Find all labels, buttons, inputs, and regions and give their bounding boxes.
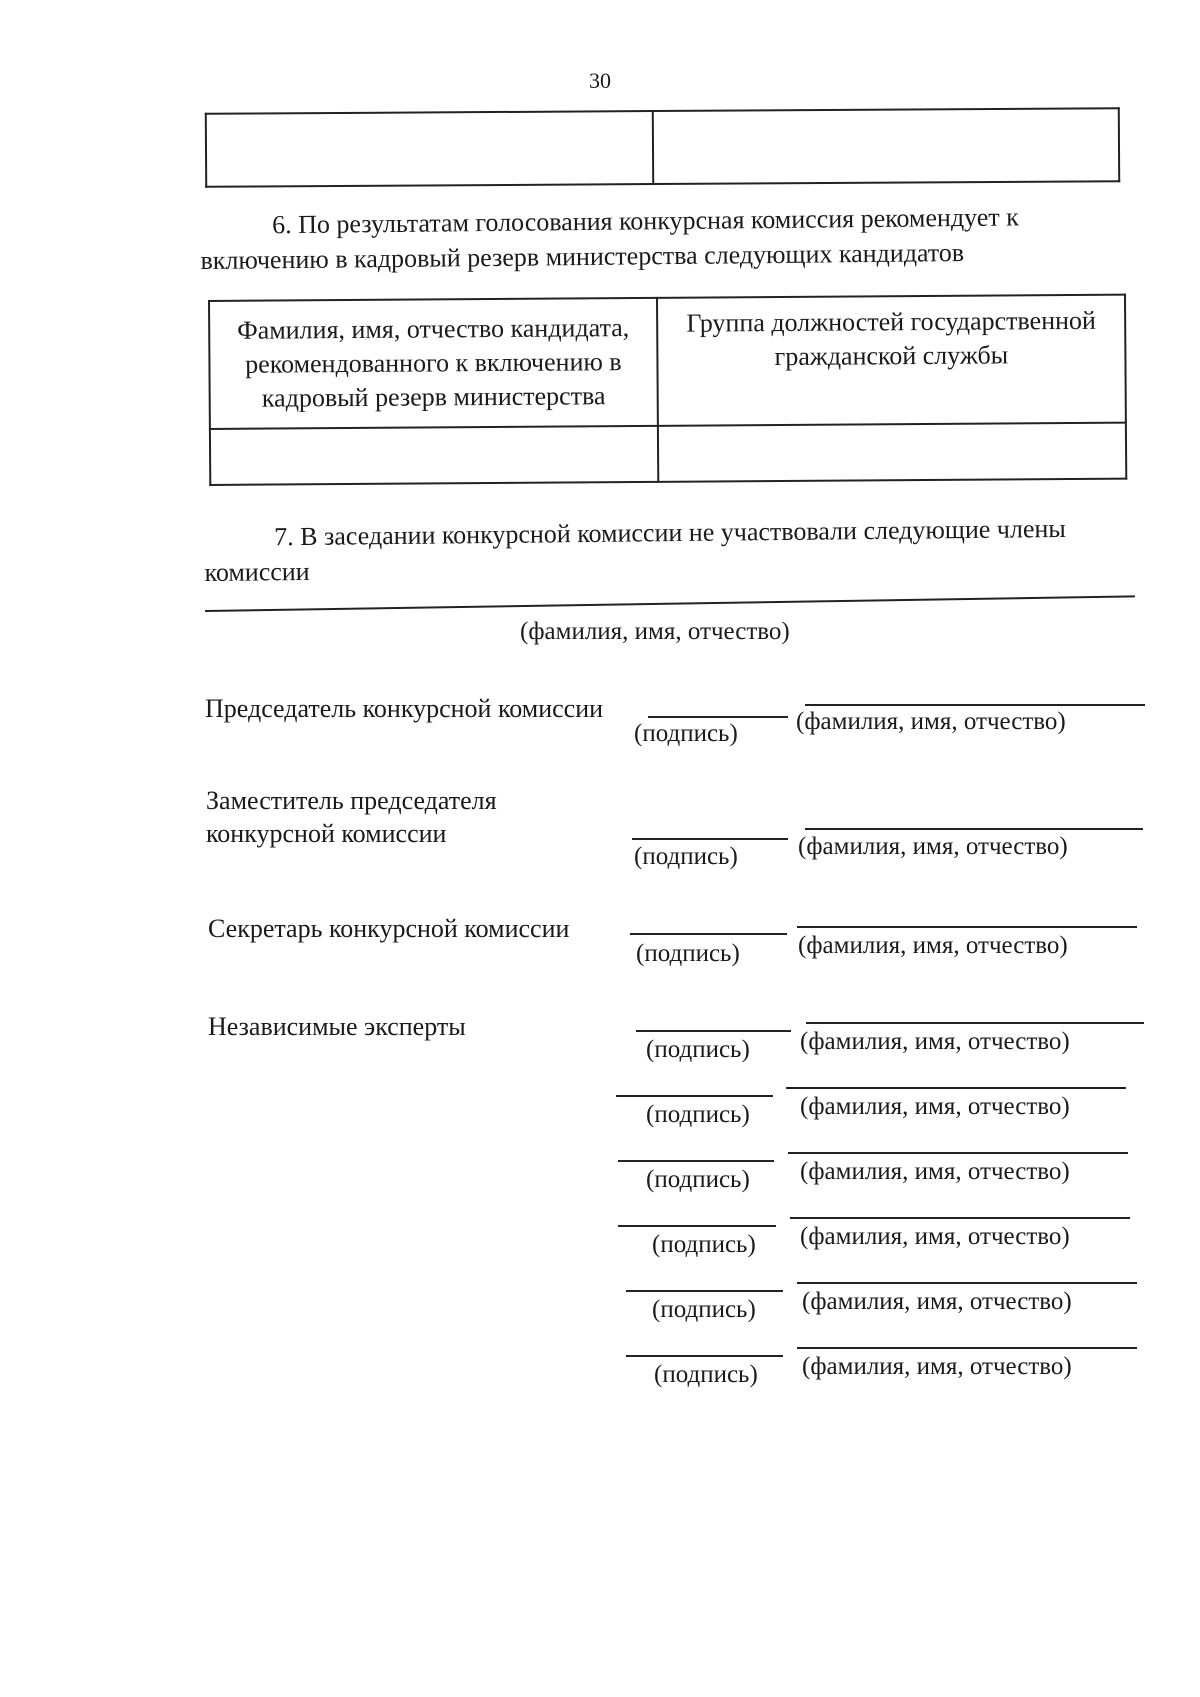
expert-1-signature-caption: (подпись) <box>646 1036 750 1063</box>
secretary-name-line <box>797 926 1137 928</box>
expert-3-name-caption: (фамилия, имя, отчество) <box>800 1158 1070 1185</box>
continued-table-cell-2 <box>653 108 1119 184</box>
expert-4-name-line <box>790 1217 1130 1219</box>
deputy-label-line-1: Заместитель председателя <box>206 786 497 815</box>
expert-3-signature-caption: (подпись) <box>646 1166 750 1193</box>
expert-5-name-caption: (фамилия, имя, отчество) <box>802 1288 1072 1315</box>
chairman-signature-caption: (подпись) <box>634 720 738 747</box>
expert-4-signature-line <box>618 1225 776 1227</box>
section-7-paragraph <box>204 510 1145 590</box>
chairman-name-caption: (фамилия, имя, отчество) <box>796 708 1066 735</box>
deputy-label <box>206 785 497 850</box>
continued-table-cell-1 <box>206 111 653 187</box>
expert-1-name-line <box>806 1022 1144 1024</box>
chairman-label: Председатель конкурсной комиссии <box>205 694 604 723</box>
expert-3-signature-line <box>618 1160 774 1162</box>
deputy-name-line <box>805 828 1143 830</box>
expert-6-name-line <box>797 1347 1137 1349</box>
expert-2-name-line <box>786 1087 1126 1089</box>
deputy-label-line-2: конкурсной комиссии <box>206 818 447 848</box>
absent-members-caption: (фамилия, имя, отчество) <box>520 618 790 645</box>
section-6-paragraph <box>200 198 1121 278</box>
secretary-name-caption: (фамилия, имя, отчество) <box>798 932 1068 959</box>
deputy-signature-line <box>632 838 788 840</box>
candidates-table-cell-group <box>658 423 1126 482</box>
expert-2-signature-caption: (подпись) <box>646 1101 750 1128</box>
secretary-label: Секретарь конкурсной комиссии <box>208 914 570 943</box>
candidates-table <box>208 294 1127 486</box>
expert-1-name-caption: (фамилия, имя, отчество) <box>800 1028 1070 1055</box>
candidates-table-header-name: Фамилия, имя, отчество кандидата, рекомендованного к включению в кадровый резерв министерства <box>209 298 658 429</box>
continued-table <box>205 107 1120 188</box>
chairman-signature-line <box>648 716 788 718</box>
page-number: 30 <box>589 68 611 93</box>
absent-members-line <box>205 595 1135 612</box>
expert-4-signature-caption: (подпись) <box>652 1231 756 1258</box>
expert-6-signature-line <box>626 1355 783 1357</box>
secretary-signature-line <box>630 933 787 935</box>
expert-1-signature-line <box>636 1030 791 1032</box>
section-7-line-2: комиссии <box>204 556 310 588</box>
expert-3-name-line <box>788 1152 1128 1154</box>
expert-4-name-caption: (фамилия, имя, отчество) <box>800 1223 1070 1250</box>
deputy-name-caption: (фамилия, имя, отчество) <box>798 833 1068 860</box>
section-7-line-1: 7. В заседании конкурсной комиссии не участвовали следующие члены <box>274 513 1066 552</box>
expert-5-signature-line <box>626 1290 783 1292</box>
experts-label: Независимые эксперты <box>208 1012 466 1041</box>
section-6-line-2: включению в кадровый резерв министерства следующих кандидатов <box>200 238 965 276</box>
expert-5-signature-caption: (подпись) <box>652 1296 756 1323</box>
expert-2-name-caption: (фамилия, имя, отчество) <box>800 1093 1070 1120</box>
candidates-table-cell-name <box>210 426 658 485</box>
section-6-line-1: 6. По результатам голосования конкурсная комиссия рекомендует к <box>272 202 1019 240</box>
deputy-signature-caption: (подпись) <box>634 843 738 870</box>
expert-5-name-line <box>797 1282 1137 1284</box>
secretary-signature-caption: (подпись) <box>636 940 740 967</box>
expert-2-signature-line <box>616 1095 773 1097</box>
candidates-table-header-group: Группа должностей государственной гражданской службы <box>657 295 1126 426</box>
expert-6-name-caption: (фамилия, имя, отчество) <box>802 1353 1072 1380</box>
chairman-name-line <box>805 704 1145 706</box>
expert-6-signature-caption: (подпись) <box>654 1361 758 1388</box>
